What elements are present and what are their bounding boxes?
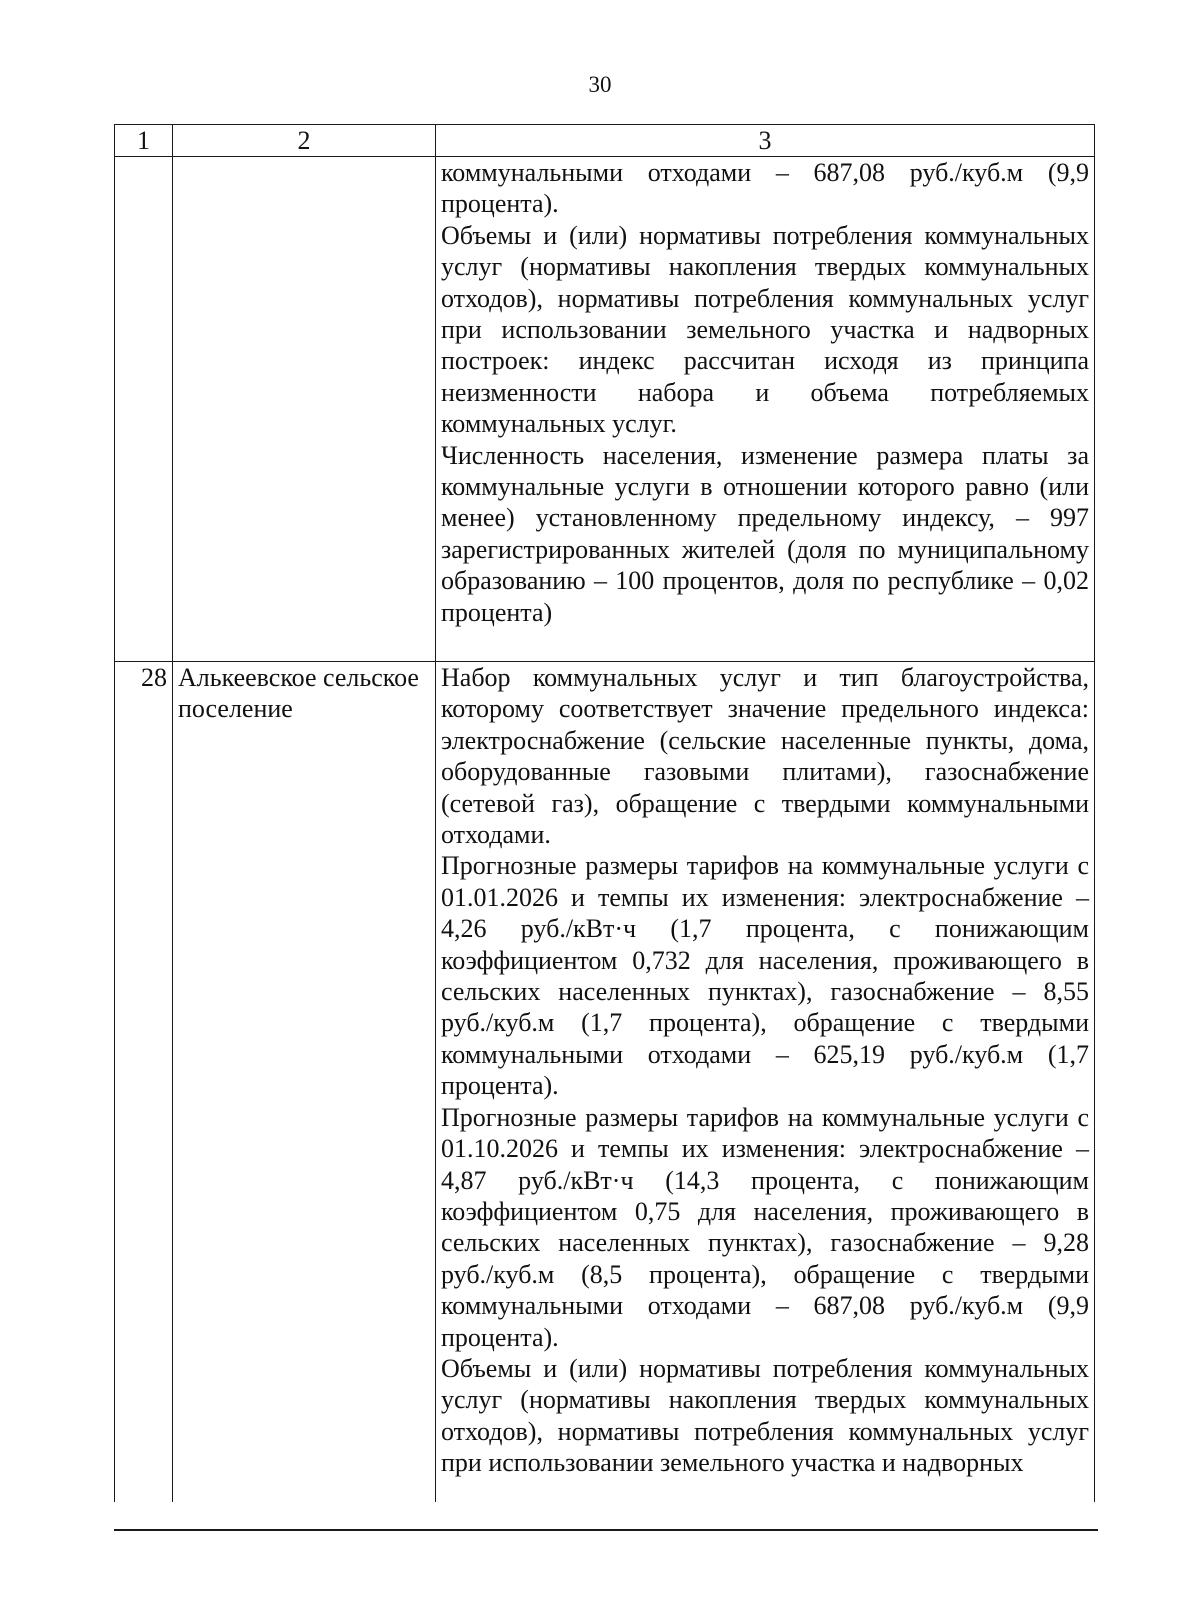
description-paragraph: Прогнозные размеры тарифов на коммунальные услуги с 01.01.2026 и темпы их изменения: электроснабжение – 4,26 руб./кВт·ч (1,7 процента, с понижающим коэффициентом 0,732 для населения, проживающего в сельских населенных пунктах), газоснабжение – 8,55 руб./куб.м (1,7 процента), обращение с твердыми коммунальными отходами – 625,19 руб./куб.м (1,7 процента). <box>441 851 1089 1101</box>
table-row <box>115 157 1095 662</box>
tariff-table <box>114 124 1095 1502</box>
description-paragraph: Объемы и (или) нормативы потребления коммунальных услуг (нормативы накопления твердых коммунальных отходов), нормативы потребления коммунальных услуг при использовании земельного участка и надворных <box>441 1353 1089 1478</box>
description-cell <box>436 662 1095 1503</box>
column-number-2: 2 <box>173 125 436 157</box>
table-row <box>115 662 1095 1503</box>
settlement-name-cell: Алькеевское сельское поселение <box>173 662 436 1503</box>
description-paragraph: Набор коммунальных услуг и тип благоустройства, которому соответствует значение предельного индекса: электроснабжение (сельские населенные пункты, дома, оборудованные газовыми плитами), газоснабжение (сетевой газ), обращение с твердыми коммунальными отходами. <box>441 663 1089 850</box>
column-number-1: 1 <box>115 125 173 157</box>
column-number-row <box>115 125 1095 157</box>
row-number-cell <box>115 157 173 662</box>
column-number-3: 3 <box>436 125 1095 157</box>
description-paragraph: Объемы и (или) нормативы потребления коммунальных услуг (нормативы накопления твердых коммунальных отходов), нормативы потребления коммунальных услуг при использовании земельного участка и надворных построек: индекс рассчитан исходя из принципа неизменности набора и объема потребляемых коммунальных услуг. <box>441 220 1089 439</box>
row-number-cell: 28 <box>115 662 173 1503</box>
description-paragraph: Прогнозные размеры тарифов на коммунальные услуги с 01.10.2026 и темпы их изменения: электроснабжение – 4,87 руб./кВт·ч (14,3 процента, с понижающим коэффициентом 0,75 для населения, проживающего в сельских населенных пунктах), газоснабжение – 9,28 руб./куб.м (8,5 процента), обращение с твердыми коммунальными отходами – 687,08 руб./куб.м (9,9 процента). <box>441 1102 1089 1352</box>
table-bottom-border <box>114 1529 1098 1531</box>
description-paragraph: коммунальными отходами – 687,08 руб./куб.м (9,9 процента). <box>441 158 1089 219</box>
description-cell <box>436 157 1095 662</box>
settlement-name-cell <box>173 157 436 662</box>
description-paragraph: Численность населения, изменение размера платы за коммунальные услуги в отношении которого равно (или менее) установленному предельному индексу, – 997 зарегистрированных жителей (доля по муниципальному образованию – 100 процентов, доля по республике – 0,02 процента) <box>441 440 1089 627</box>
page-number: 30 <box>588 72 612 97</box>
